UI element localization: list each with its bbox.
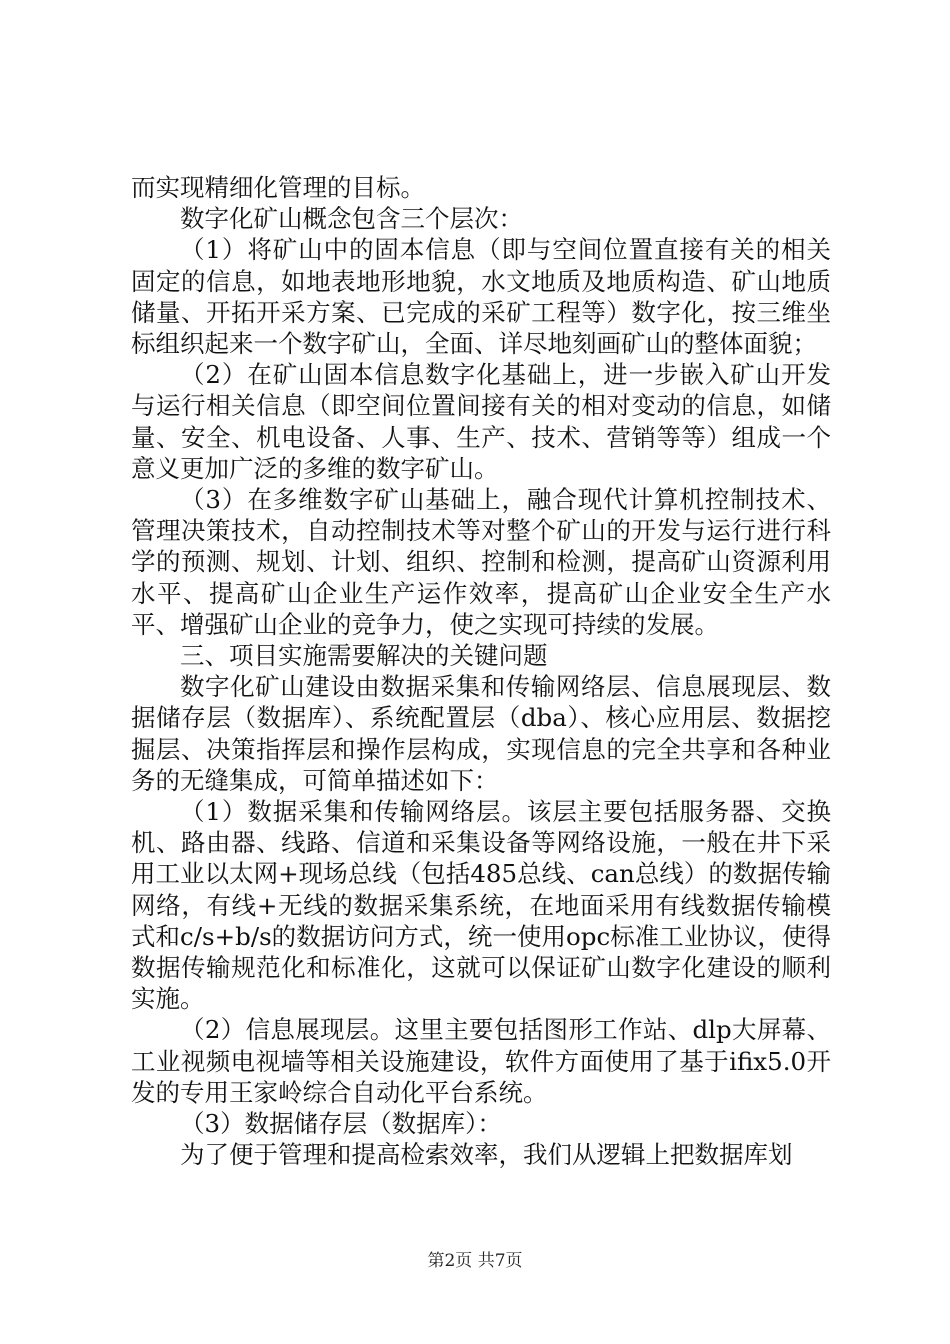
section-heading: 三、项目实施需要解决的关键问题 <box>180 641 548 671</box>
paragraph-3: （1）将矿山中的固本信息（即与空间位置直接有关的相关固定的信息，如地表地形地貌，水文地质及地质构造、矿山地质储量、开拓开采方案、已完成的采矿工程等）数字化，按三维坐标组织起来一个数字矿山，全面、详尽地刻画矿山的整体面貌； <box>131 235 831 359</box>
paragraph-1: 而实现精细化管理的目标。 <box>131 173 425 202</box>
paragraph-7: 数字化矿山建设由数据采集和传输网络层、信息展现层、数据储存层（数据库）、系统配置层（dba）、核心应用层、数据挖掘层、决策指挥层和操作层构成，实现信息的完全共享和各种业务的无缝集成，可简单描述如下： <box>131 672 831 795</box>
paragraph-10: （3）数据储存层（数据库）： <box>180 1109 502 1139</box>
paragraph-2: 数字化矿山概念包含三个层次： <box>180 204 523 234</box>
paragraph-11: 为了便于管理和提高检索效率，我们从逻辑上把数据库划 <box>180 1140 793 1170</box>
page-number-footer: 第2页 共7页 <box>427 1251 523 1271</box>
paragraph-4: （2）在矿山固本信息数字化基础上，进一步嵌入矿山开发与运行相关信息（即空间位置间接有关的相对变动的信息，如储量、安全、机电设备、人事、生产、技术、营销等等）组成一个意义更加广泛的多维的数字矿山。 <box>131 360 831 483</box>
paragraph-8: （1）数据采集和传输网络层。该层主要包括服务器、交换机、路由器、线路、信道和采集设备等网络设施，一般在井下采用工业以太网+现场总线（包括485总线、can总线）的数据传输网络，有线+无线的数据采集系统，在地面采用有线数据传输模式和c/s+b/s的数据访问方式，统一使用opc标准工业协议，使得数据传输规范化和标准化，这就可以保证矿山数字化建设的顺利实施。 <box>131 797 831 1014</box>
document-body <box>131 172 831 1171</box>
paragraph-5: （3）在多维数字矿山基础上，融合现代计算机控制技术、管理决策技术，自动控制技术等对整个矿山的开发与运行进行科学的预测、规划、计划、组织、控制和检测，提高矿山资源利用水平、提高矿山企业生产运作效率，提高矿山企业安全生产水平、增强矿山企业的竞争力，使之实现可持续的发展。 <box>131 485 831 639</box>
paragraph-9: （2）信息展现层。这里主要包括图形工作站、dlp大屏幕、工业视频电视墙等相关设施建设，软件方面使用了基于ifix5.0开发的专用王家岭综合自动化平台系统。 <box>131 1015 831 1107</box>
